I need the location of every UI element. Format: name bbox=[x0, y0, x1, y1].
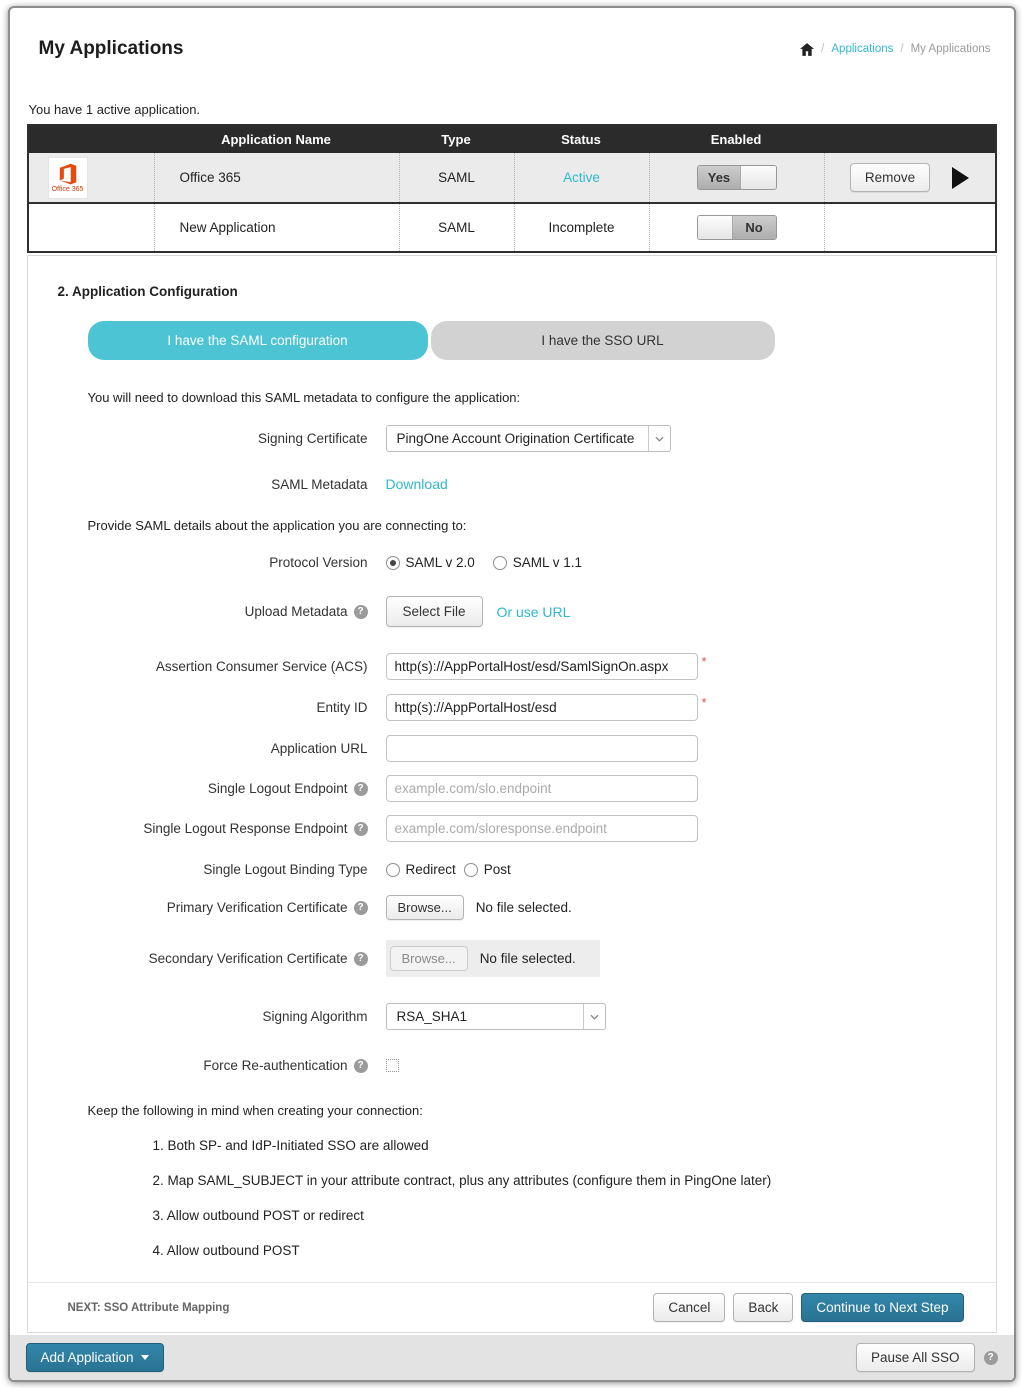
app-status: Incomplete bbox=[514, 204, 649, 251]
signing-certificate-label: Signing Certificate bbox=[257, 431, 368, 446]
help-icon[interactable]: ? bbox=[354, 605, 368, 619]
signing-algorithm-label: Signing Algorithm bbox=[262, 1009, 368, 1024]
primary-browse-button[interactable]: Browse... bbox=[386, 895, 464, 920]
slo-binding-type-label: Single Logout Binding Type bbox=[203, 862, 368, 877]
app-name: New Application bbox=[154, 204, 399, 251]
enabled-toggle-office-365[interactable]: Yes bbox=[697, 165, 777, 190]
breadcrumb-current: My Applications bbox=[910, 43, 991, 55]
connection-note-item: 2. Map SAML_SUBJECT in your attribute contract, plus any attributes (configure them in PingOne later) bbox=[152, 1173, 772, 1188]
home-icon[interactable] bbox=[800, 43, 814, 56]
help-icon[interactable]: ? bbox=[354, 901, 368, 915]
breadcrumb-separator: / bbox=[821, 43, 825, 55]
radio-saml-v2[interactable] bbox=[386, 556, 400, 570]
slo-response-endpoint-label: Single Logout Response Endpoint bbox=[143, 821, 348, 836]
help-icon[interactable]: ? bbox=[354, 952, 368, 966]
table-row-new-application[interactable] bbox=[29, 204, 995, 251]
back-button[interactable]: Back bbox=[733, 1293, 793, 1322]
chevron-down-icon bbox=[583, 1004, 605, 1029]
help-icon[interactable]: ? bbox=[354, 782, 368, 796]
download-link[interactable]: Download bbox=[385, 476, 448, 492]
signing-certificate-select[interactable]: PingOne Account Origination Certificate bbox=[386, 425, 671, 452]
app-status: Active bbox=[514, 153, 649, 202]
provide-saml-details-note: Provide SAML details about the application you are connecting to: bbox=[87, 518, 467, 533]
breadcrumb-link-applications[interactable]: Applications bbox=[831, 43, 894, 55]
signing-algorithm-select[interactable]: RSA_SHA1 bbox=[386, 1003, 606, 1030]
radio-label-saml-v11[interactable]: SAML v 1.1 bbox=[512, 555, 583, 570]
pause-all-sso-button[interactable]: Pause All SSO bbox=[856, 1343, 975, 1372]
slo-response-endpoint-input[interactable] bbox=[386, 815, 698, 842]
table-header-row bbox=[29, 126, 995, 153]
saml-metadata-label: SAML Metadata bbox=[271, 476, 368, 492]
col-header-enabled: Enabled bbox=[710, 132, 762, 147]
primary-verification-certificate-label: Primary Verification Certificate bbox=[166, 900, 348, 915]
next-step-label: NEXT: SSO Attribute Mapping bbox=[67, 1301, 230, 1314]
force-reauthentication-checkbox[interactable] bbox=[386, 1059, 399, 1072]
application-url-input[interactable] bbox=[386, 735, 698, 762]
required-marker: * bbox=[701, 695, 707, 710]
breadcrumb-separator: / bbox=[900, 43, 904, 55]
or-use-url-link[interactable]: Or use URL bbox=[496, 603, 571, 620]
connection-note-item: 1. Both SP- and IdP-Initiated SSO are allowed bbox=[152, 1138, 429, 1153]
connection-notes-intro: Keep the following in mind when creating your connection: bbox=[87, 1103, 423, 1118]
force-reauthentication-label: Force Re-authentication bbox=[203, 1058, 348, 1073]
protocol-version-label: Protocol Version bbox=[269, 555, 368, 570]
primary-file-status: No file selected. bbox=[475, 900, 572, 915]
connection-note-item: 3. Allow outbound POST or redirect bbox=[152, 1208, 364, 1223]
office-logo-icon bbox=[57, 163, 79, 185]
help-icon[interactable]: ? bbox=[984, 1351, 998, 1365]
tab-saml-configuration[interactable]: I have the SAML configuration bbox=[88, 321, 428, 360]
app-name: Office 365 bbox=[154, 153, 399, 202]
app-type: SAML bbox=[399, 204, 514, 251]
secondary-file-status: No file selected. bbox=[479, 951, 576, 966]
toggle-knob bbox=[740, 166, 775, 189]
cancel-button[interactable]: Cancel bbox=[653, 1293, 725, 1322]
app-type: SAML bbox=[399, 153, 514, 202]
connection-note-item: 4. Allow outbound POST bbox=[152, 1243, 300, 1258]
acs-input[interactable] bbox=[386, 653, 698, 680]
add-application-button[interactable]: Add Application bbox=[26, 1343, 164, 1372]
expand-row-icon[interactable] bbox=[952, 167, 969, 189]
radio-label-post[interactable]: Post bbox=[483, 862, 511, 877]
caret-down-icon bbox=[141, 1355, 149, 1360]
slo-endpoint-label: Single Logout Endpoint bbox=[207, 781, 348, 796]
configuration-tabs bbox=[88, 321, 996, 360]
page-header bbox=[27, 8, 997, 60]
radio-redirect[interactable] bbox=[386, 863, 400, 877]
slo-endpoint-input[interactable] bbox=[386, 775, 698, 802]
required-marker: * bbox=[701, 654, 707, 669]
applications-table bbox=[27, 124, 997, 253]
chevron-down-icon bbox=[648, 426, 670, 451]
secondary-verification-certificate-label: Secondary Verification Certificate bbox=[148, 951, 348, 966]
office-365-app-icon: Office 365 bbox=[48, 157, 88, 199]
radio-label-redirect[interactable]: Redirect bbox=[405, 862, 456, 877]
app-window bbox=[8, 6, 1016, 1382]
upload-metadata-label: Upload Metadata bbox=[244, 604, 348, 619]
download-metadata-note: You will need to download this SAML metadata to configure the application: bbox=[87, 390, 521, 405]
entity-id-label: Entity ID bbox=[316, 700, 368, 715]
section-title: 2. Application Configuration bbox=[57, 284, 238, 299]
enabled-toggle-new-application[interactable]: No bbox=[697, 215, 777, 240]
tab-sso-url[interactable]: I have the SSO URL bbox=[431, 321, 775, 360]
radio-saml-v11[interactable] bbox=[493, 556, 507, 570]
col-header-status: Status bbox=[561, 132, 601, 147]
select-file-button[interactable]: Select File bbox=[386, 596, 483, 627]
application-url-label: Application URL bbox=[270, 741, 368, 756]
continue-to-next-step-button[interactable]: Continue to Next Step bbox=[801, 1293, 963, 1322]
col-header-application-name: Application Name bbox=[221, 132, 331, 147]
col-header-type: Type bbox=[441, 132, 471, 147]
bottom-action-bar bbox=[10, 1335, 1014, 1380]
entity-id-input[interactable] bbox=[386, 694, 698, 721]
radio-label-saml-v2[interactable]: SAML v 2.0 bbox=[405, 555, 475, 570]
radio-post[interactable] bbox=[464, 863, 478, 877]
breadcrumb bbox=[800, 43, 990, 56]
acs-label: Assertion Consumer Service (ACS) bbox=[155, 659, 368, 674]
secondary-cert-panel bbox=[386, 940, 600, 977]
application-configuration-panel bbox=[27, 255, 997, 1333]
remove-button[interactable]: Remove bbox=[850, 163, 930, 192]
help-icon[interactable]: ? bbox=[354, 1059, 368, 1073]
configuration-footer bbox=[28, 1282, 996, 1332]
toggle-knob bbox=[698, 216, 733, 239]
table-row-office-365[interactable] bbox=[29, 153, 995, 204]
secondary-browse-button[interactable]: Browse... bbox=[390, 946, 468, 971]
active-application-count: You have 1 active application. bbox=[28, 102, 201, 117]
page-title: My Applications bbox=[38, 38, 184, 59]
help-icon[interactable]: ? bbox=[354, 822, 368, 836]
